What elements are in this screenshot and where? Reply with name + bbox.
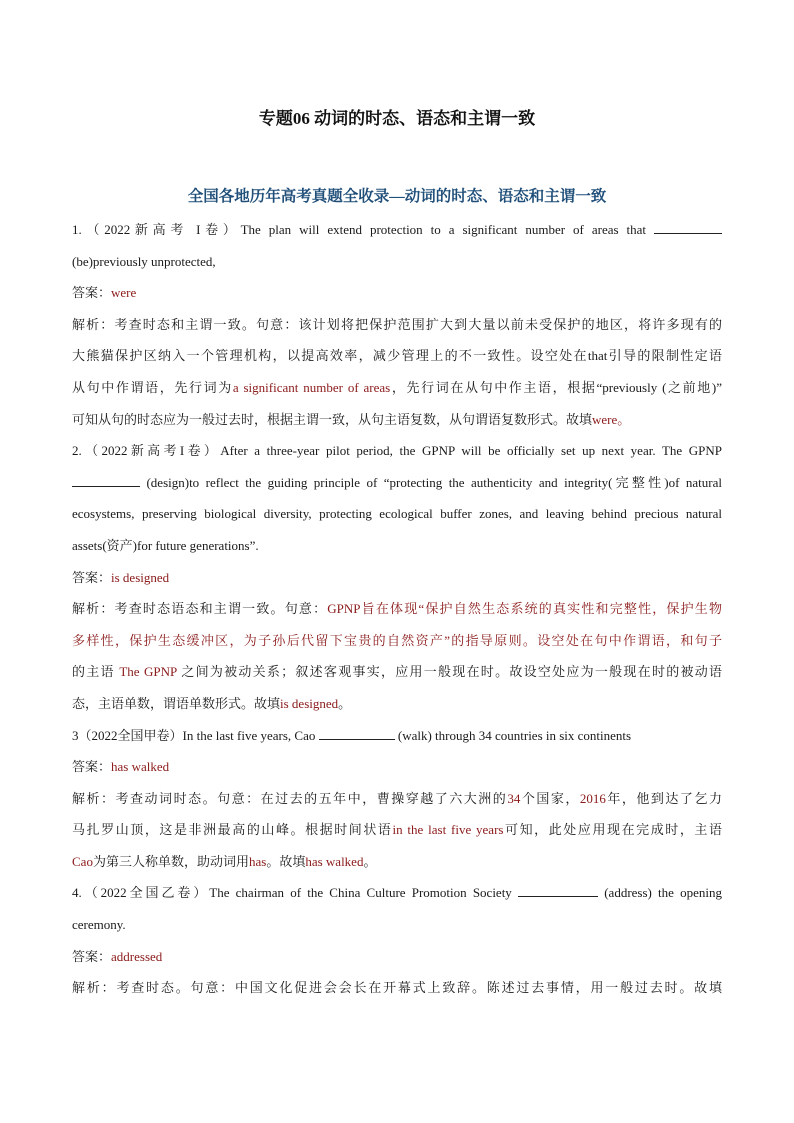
- page-subtitle: 全国各地历年高考真题全收录—动词的时态、语态和主谓一致: [187, 188, 607, 205]
- q4-line2: ceremony.: [72, 917, 126, 933]
- q2-analysis-line3: 的主语 The GPNP 之间为被动关系；叙述客观事实，应用一般现在时。故设空处应为一般现在时的被动语: [72, 664, 722, 680]
- q3-analysis-line3: Cao为第三人称单数，助动词用has。故填has walked。: [72, 853, 377, 869]
- answer-blank: [72, 472, 140, 487]
- q2-analysis-line2: 多样性，保护生态缓冲区，为子孙后代留下宝贵的自然资产”的指导原则。设空处在句中作谓语，和句子: [72, 632, 722, 648]
- page-title: 专题06 动词的时态、语态和主谓一致: [258, 109, 536, 128]
- answer-blank: [319, 725, 395, 740]
- q2-analysis-line1: 解析：考查时态语态和主谓一致。句意：GPNP旨在体现“保护自然生态系统的真实性和完整性，保护生物: [72, 601, 722, 617]
- q4-answer: 答案：addressed: [72, 948, 163, 964]
- q1-answer: 答案：were: [72, 285, 137, 301]
- q2-analysis-line4: 态，主语单数，谓语单数形式。故填is designed。: [72, 695, 352, 711]
- q2-answer: 答案：is designed: [72, 569, 170, 585]
- q1-analysis-line4: 可知从句的时态应为一般过去时，根据主谓一致，从句主语复数，从句谓语复数形式。故填were。: [72, 411, 631, 427]
- q3-analysis-line2: 马扎罗山顶，这是非洲最高的山峰。根据时间状语in the last five years可知，此处应用现在完成时，主语: [72, 822, 722, 838]
- q2-line4: assets(资产)for future generations”.: [72, 537, 259, 553]
- q1-line2: (be)previously unprotected,: [72, 253, 216, 269]
- q2-line1: 2.（2022新高考I卷）After a three-year pilot period, the GPNP will be officially set up next year. The GPNP: [72, 443, 722, 459]
- q1-analysis-line1: 解析：考查时态和主谓一致。句意：该计划将把保护范围扩大到大量以前未受保护的地区，将许多现有的: [72, 316, 722, 332]
- question-list: [72, 214, 722, 1004]
- q1-analysis-line3: 从句中作谓语，先行词为a significant number of areas，先行词在从句中作主语，根据“previously (之前地)”: [72, 379, 722, 395]
- q1-analysis-line2: 大熊猫保护区纳入一个管理机构，以提高效率，减少管理上的不一致性。设空处在that引导的限制性定语: [72, 348, 722, 364]
- q1-line1: 1.（2022新高考 I卷）The plan will extend protection to a significant number of areas that: [72, 214, 722, 246]
- q3-answer: 答案：has walked: [72, 759, 170, 775]
- q4-analysis-line1: 解析：考查时态。句意：中国文化促进会会长在开幕式上致辞。陈述过去事情，用一般过去时。故填: [72, 980, 722, 996]
- q2-line3: ecosystems, preserving biological diversity, protecting ecological buffer zones, and leaving behind precious natural: [72, 506, 722, 522]
- q2-line2: (design)to reflect the guiding principle of “protecting the authenticity and integrity(完整性)of natural: [72, 467, 722, 499]
- q3-line1: 3（2022全国甲卷）In the last five years, Cao (walk) through 34 countries in six continents: [72, 720, 722, 752]
- q4-line1: 4.（2022全国乙卷）The chairman of the China Culture Promotion Society (address) the opening: [72, 877, 722, 909]
- q3-analysis-line1: 解析：考查动词时态。句意：在过去的五年中，曹操穿越了六大洲的34个国家，2016年，他到达了乞力: [72, 790, 722, 806]
- answer-blank: [654, 219, 722, 234]
- answer-blank: [518, 882, 598, 897]
